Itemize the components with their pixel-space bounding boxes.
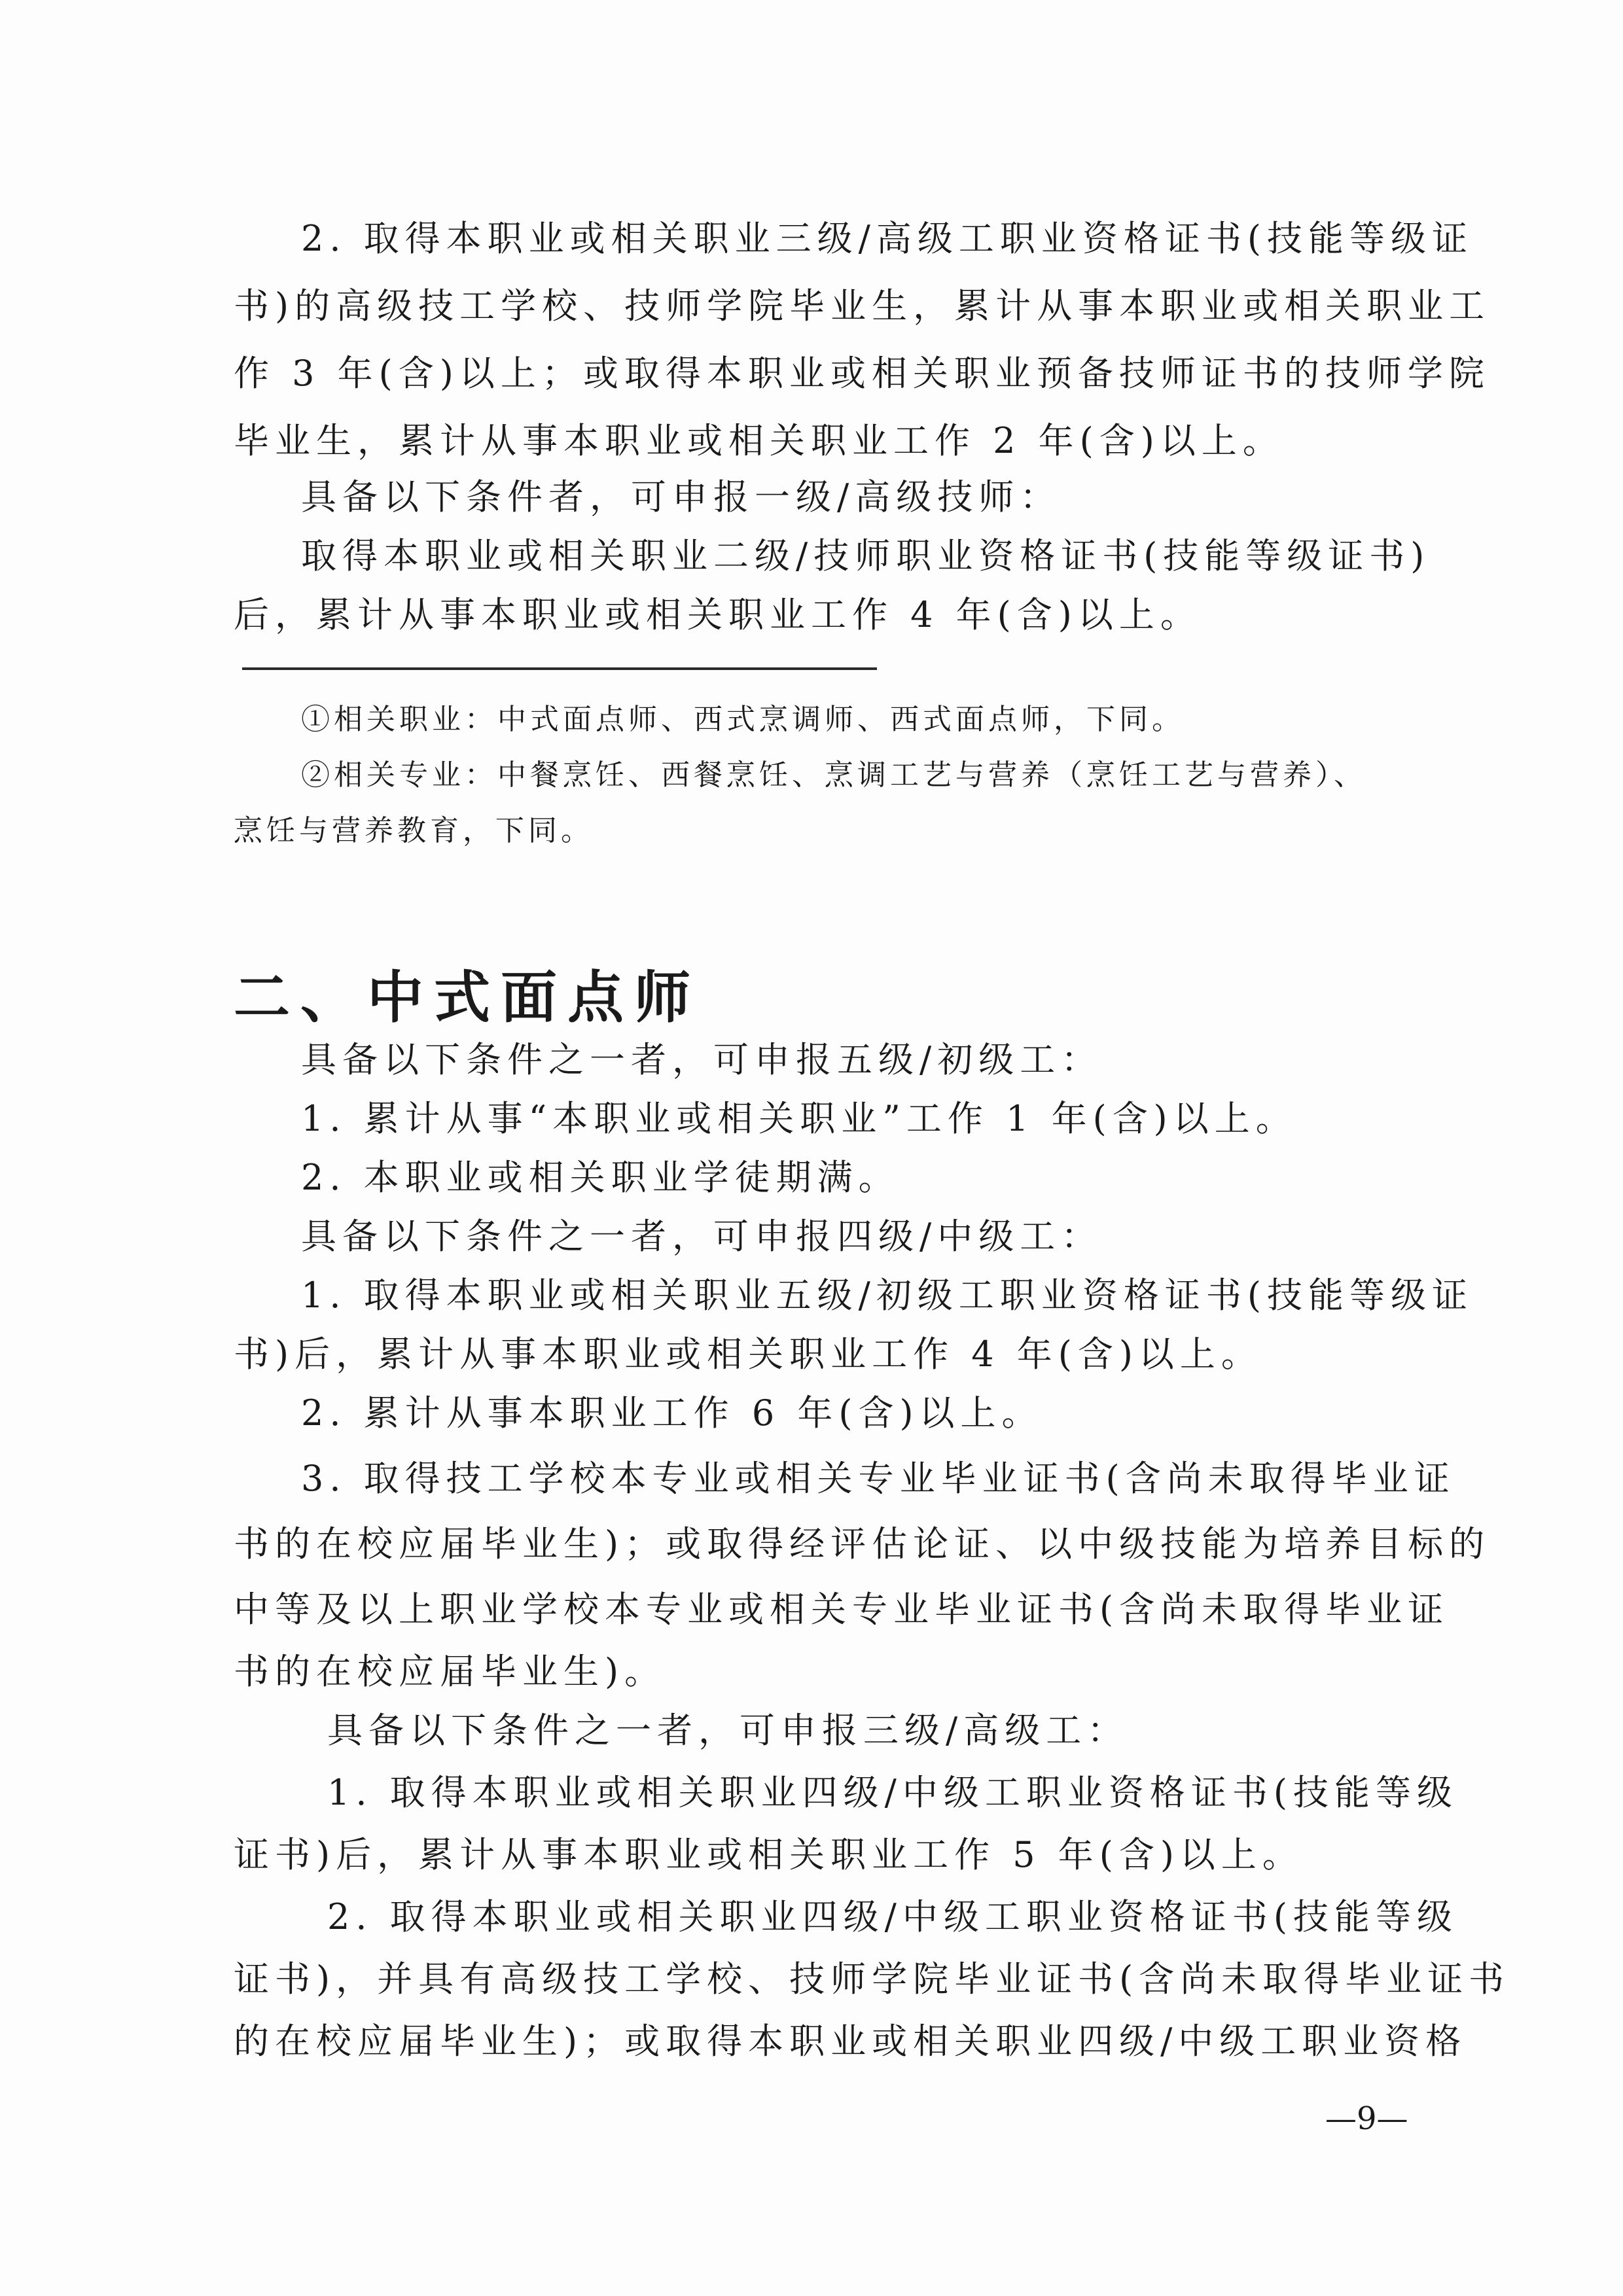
paragraph-line: 3. 取得技工学校本专业或相关专业毕业证书(含尚未取得毕业证	[301, 1458, 1455, 1499]
paragraph-line: 2. 取得本职业或相关职业四级/中级工职业资格证书(技能等级	[327, 1896, 1458, 1937]
paragraph-line: 中等及以上职业学校本专业或相关专业毕业证书(含尚未取得毕业证	[234, 1589, 1450, 1630]
paragraph-line: 1. 取得本职业或相关职业五级/初级工职业资格证书(技能等级证	[301, 1275, 1473, 1316]
list-item: 1. 累计从事“本职业或相关职业”工作 1 年(含)以上。	[301, 1098, 1297, 1139]
paragraph-line: 取得本职业或相关职业二级/技师职业资格证书(技能等级证书)	[301, 535, 1431, 576]
paragraph-line: 作 3 年(含)以上；或取得本职业或相关职业预备技师证书的技师学院	[234, 353, 1490, 394]
paragraph-line: 书)后，累计从事本职业或相关职业工作 4 年(含)以上。	[234, 1333, 1262, 1375]
list-item: 2. 累计从事本职业工作 6 年(含)以上。	[301, 1392, 1043, 1434]
footnote-divider	[242, 667, 877, 670]
level1-intro: 具备以下条件者，可申报一级/高级技师：	[301, 476, 1061, 518]
footnote-1: ①相关职业：中式面点师、西式烹调师、西式面点师，下同。	[301, 703, 1185, 736]
footnote-2: ②相关专业：中餐烹饪、西餐烹饪、烹调工艺与营养（烹饪工艺与营养）、	[301, 758, 1366, 792]
paragraph-line: 的在校应届毕业生)；或取得本职业或相关职业四级/中级工职业资格	[234, 2021, 1467, 2062]
paragraph-line: 书的在校应届毕业生)。	[234, 1651, 666, 1692]
level5-intro: 具备以下条件之一者，可申报五级/初级工：	[301, 1039, 1103, 1080]
level3-intro: 具备以下条件之一者，可申报三级/高级工：	[327, 1710, 1129, 1751]
section-heading: 二、中式面点师	[234, 965, 701, 1031]
paragraph-line: 2. 取得本职业或相关职业三级/高级工职业资格证书(技能等级证	[301, 218, 1473, 259]
paragraph-line: 证书)，并具有高级技工学校、技师学院毕业证书(含尚未取得毕业证书	[234, 1958, 1510, 2000]
list-item: 2. 本职业或相关职业学徒期满。	[301, 1157, 900, 1198]
page-number: —9—	[1325, 2100, 1408, 2137]
paragraph-line: 书的在校应届毕业生)；或取得经评估论证、以中级技能为培养目标的	[234, 1523, 1491, 1564]
paragraph-line: 后，累计从事本职业或相关职业工作 4 年(含)以上。	[234, 594, 1202, 635]
paragraph-line: 书)的高级技工学校、技师学院毕业生，累计从事本职业或相关职业工	[234, 285, 1491, 327]
footnote-2-cont: 烹饪与营养教育，下同。	[234, 814, 594, 847]
level4-intro: 具备以下条件之一者，可申报四级/中级工：	[301, 1216, 1103, 1257]
paragraph-line: 证书)后，累计从事本职业或相关职业工作 5 年(含)以上。	[234, 1834, 1304, 1875]
paragraph-line: 1. 取得本职业或相关职业四级/中级工职业资格证书(技能等级	[327, 1772, 1458, 1813]
paragraph-line: 毕业生，累计从事本职业或相关职业工作 2 年(含)以上。	[234, 420, 1284, 461]
